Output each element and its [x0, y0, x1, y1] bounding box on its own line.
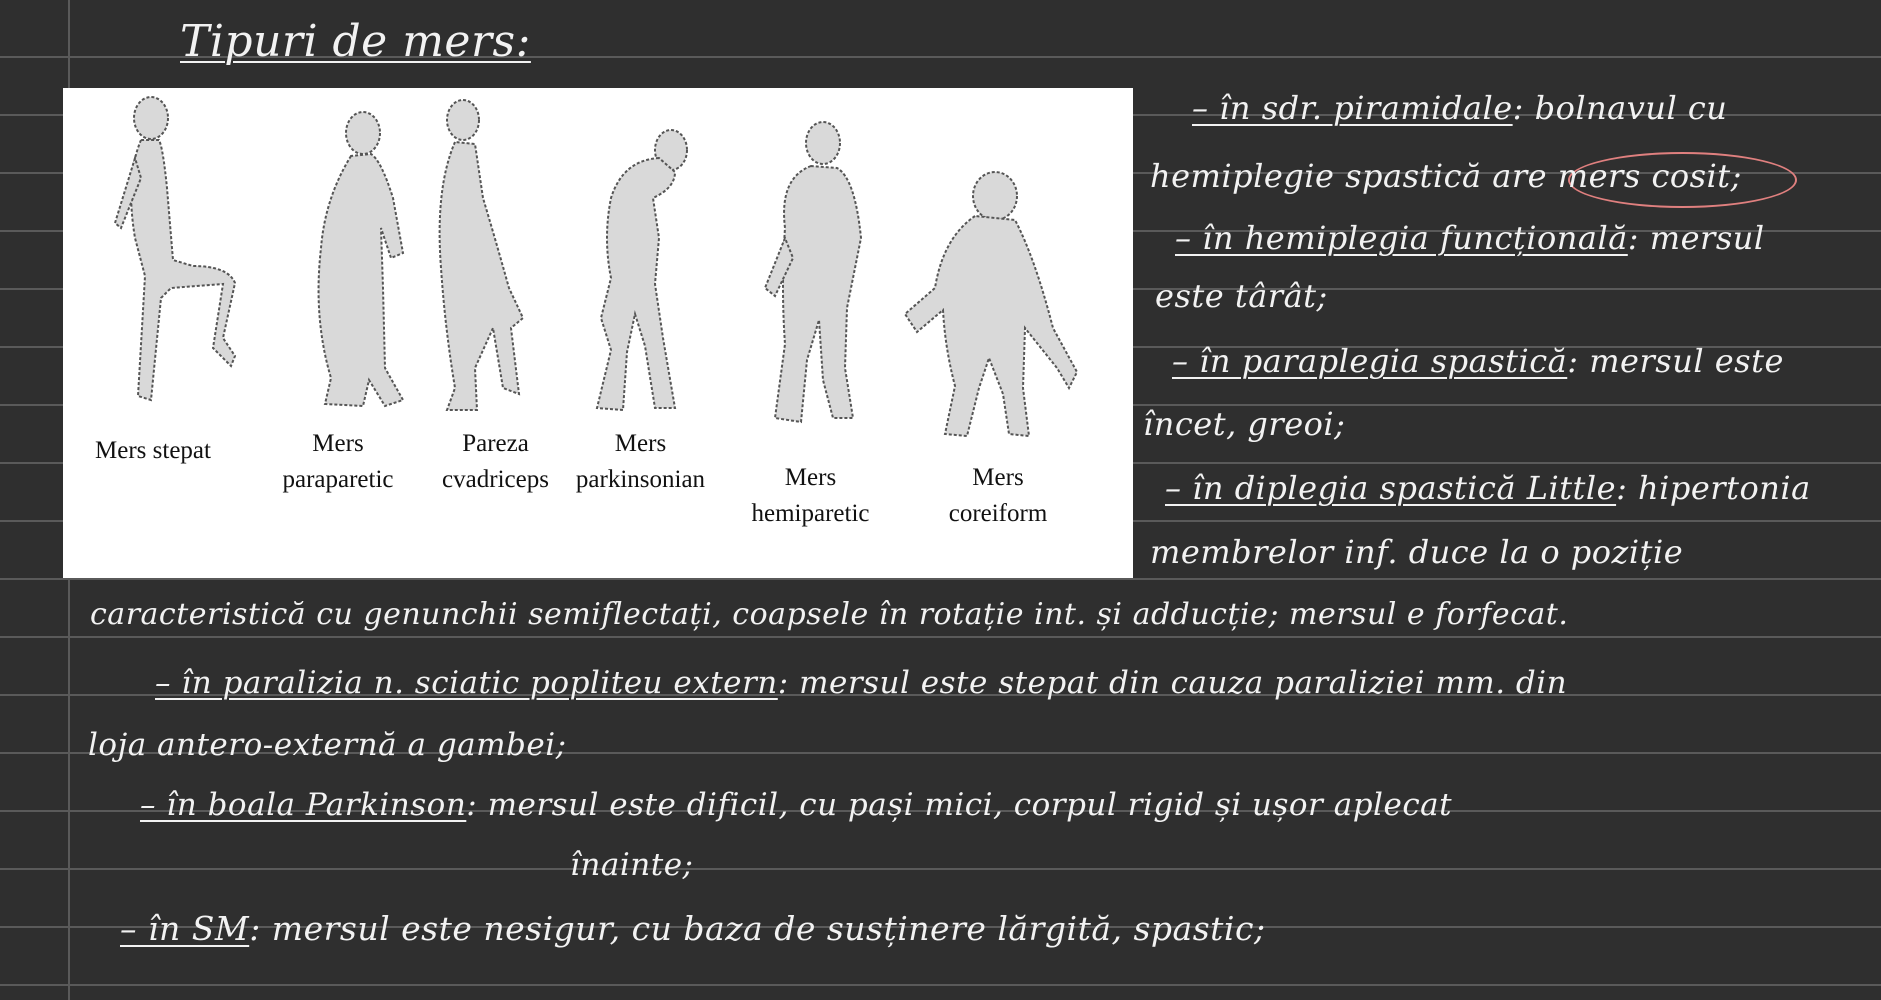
- figure-mers-parkinsonian: [597, 130, 687, 410]
- caption-mers-coreiform: [918, 460, 1078, 533]
- note-text: : mersul este stepat din cauza paraliziei mm. din: [777, 665, 1568, 701]
- note-line: hemiplegie spastică are mers cosit;: [1150, 157, 1742, 195]
- figure-mers-coreiform: [905, 172, 1077, 436]
- note-line: încet, greoi;: [1143, 405, 1346, 443]
- figure-mers-paraparetic: [319, 112, 403, 406]
- caption-mers-paraparetic: [253, 426, 423, 499]
- note-line: membrelor inf. duce la o poziție: [1150, 533, 1684, 571]
- note-line: [120, 909, 1266, 948]
- note-line: este târât;: [1155, 277, 1328, 315]
- page-title: Tipuri de mers:: [180, 16, 531, 67]
- caption-line: Mers: [972, 464, 1024, 491]
- caption-line: paraparetic: [282, 466, 394, 494]
- note-line: [1175, 219, 1765, 257]
- caption-line: Pareza: [462, 430, 529, 457]
- caption-line: Mers: [784, 464, 837, 491]
- gait-types-figure: [63, 88, 1133, 578]
- note-line: loja antero-externă a gambei;: [88, 727, 567, 763]
- note-text: : mersul este dificil, cu pași mici, corpul rigid și ușor aplecat: [466, 787, 1453, 823]
- note-line: [155, 665, 1568, 701]
- caption-line: Mers stepat: [95, 437, 211, 464]
- note-line: înainte;: [570, 847, 694, 883]
- caption-line: hemiparetic: [751, 500, 870, 528]
- caption-mers-hemiparetic: [728, 460, 893, 533]
- caption-line: Mers: [312, 430, 364, 457]
- note-heading: – în paralizia n. sciatic popliteu extern: [155, 665, 778, 701]
- caption-mers-parkinsonian: [558, 426, 723, 499]
- figure-mers-stepat: [115, 97, 235, 400]
- note-line: [1172, 342, 1784, 380]
- figure-mers-hemiparetic: [765, 122, 861, 422]
- note-line: [140, 787, 1453, 823]
- caption-line: coreiform: [948, 500, 1048, 528]
- caption-line: parkinsonian: [575, 466, 706, 494]
- note-heading: – în paraplegia spastică: [1172, 342, 1568, 380]
- note-text: : hipertonia: [1616, 469, 1811, 507]
- note-heading: – în SM: [120, 909, 250, 948]
- note-line: [1192, 89, 1728, 127]
- note-line: caracteristică cu genunchii semiflectați, coapsele în rotație int. și adducție; mersul e forfecat.: [90, 597, 1569, 632]
- caption-line: Mers: [614, 430, 667, 457]
- figure-pareza-cvadriceps: [440, 100, 523, 410]
- note-line: [1165, 469, 1811, 507]
- note-text: : mersul: [1627, 219, 1765, 257]
- caption-mers-stepat: [73, 433, 233, 469]
- note-heading: – în sdr. piramidale: [1192, 89, 1513, 127]
- caption-line: cvadriceps: [442, 466, 549, 494]
- note-text: : mersul este: [1567, 342, 1784, 380]
- note-heading: – în diplegia spastică Little: [1165, 469, 1617, 507]
- note-text: : bolnavul cu: [1512, 89, 1728, 127]
- note-heading: – în hemiplegia funcțională: [1175, 219, 1628, 257]
- note-heading: – în boala Parkinson: [140, 787, 467, 823]
- caption-pareza-cvadriceps: [418, 426, 573, 499]
- note-text: : mersul este nesigur, cu baza de susținere lărgită, spastic;: [249, 909, 1266, 948]
